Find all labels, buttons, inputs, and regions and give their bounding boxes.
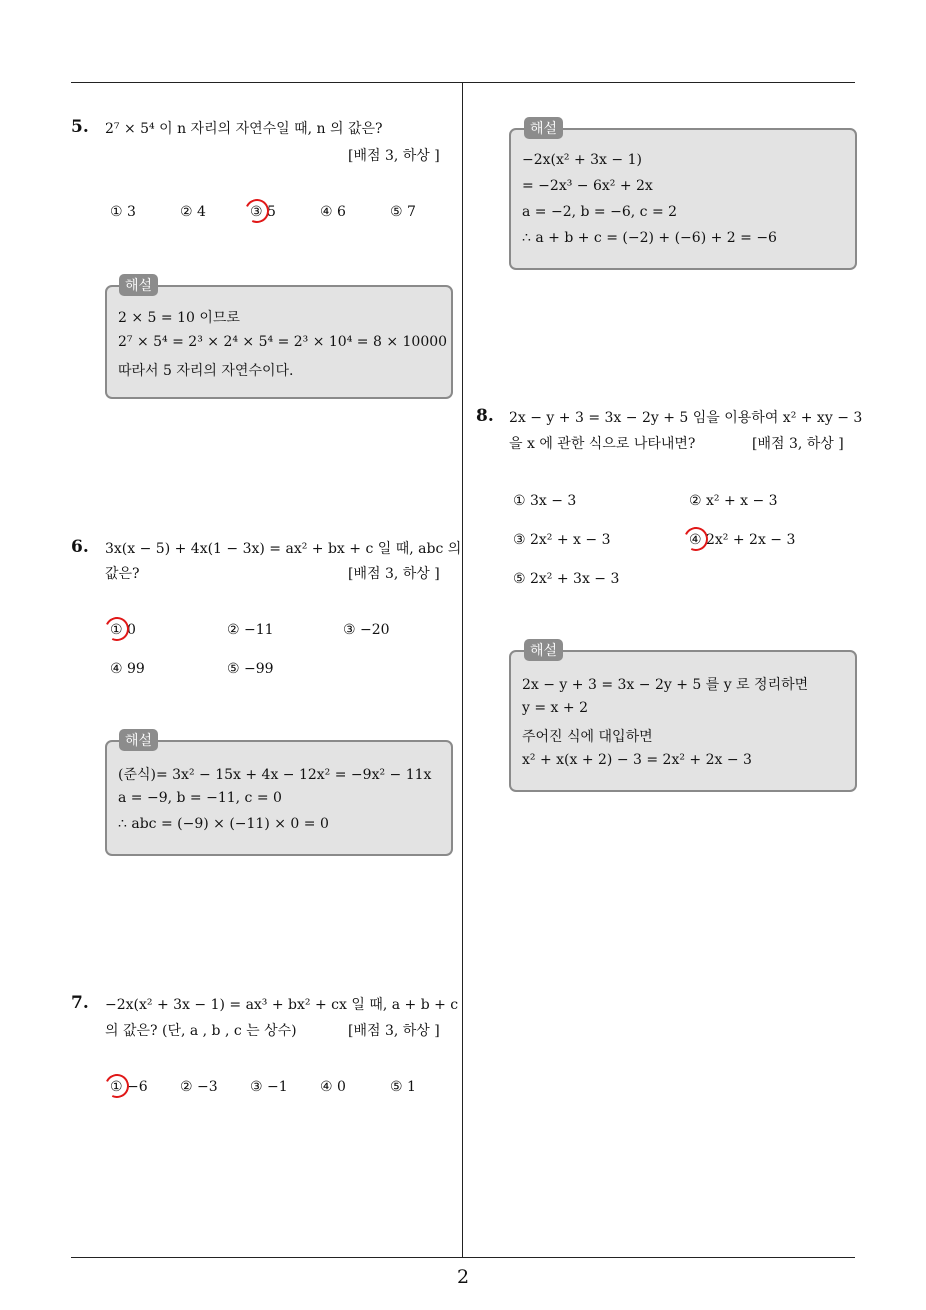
solution-line: = −2x³ − 6x² + 2x — [522, 178, 653, 194]
choice-2[interactable]: ② 4 — [180, 204, 206, 220]
solution-line: 2x − y + 3 = 3x − 2y + 5 를 y 로 정리하면 — [522, 677, 809, 693]
choice-5[interactable]: ⑤ 2x² + 3x − 3 — [513, 571, 620, 587]
choice-3[interactable]: ③ 5 — [250, 204, 276, 220]
problem-number: 8. — [476, 406, 494, 426]
choice-3[interactable]: ③ 2x² + x − 3 — [513, 532, 611, 548]
question-line: 을 x 에 관한 식으로 나타내면? — [509, 436, 696, 452]
question-line: 2x − y + 3 = 3x − 2y + 5 임을 이용하여 x² + xy − 3 — [509, 410, 863, 426]
score-meta: [배점 3, 하상 ] — [752, 436, 844, 452]
choice-5[interactable]: ⑤ −99 — [227, 661, 274, 677]
problem-number: 6. — [71, 537, 89, 557]
choice-2[interactable]: ② −3 — [180, 1079, 218, 1095]
choice-1[interactable]: ① 0 — [110, 622, 136, 638]
score-meta: [배점 3, 하상 ] — [348, 566, 440, 582]
solution-label: 해설 — [524, 117, 563, 139]
solution-line: ∴ a + b + c = (−2) + (−6) + 2 = −6 — [522, 230, 777, 246]
choice-4[interactable]: ④ 0 — [320, 1079, 346, 1095]
choice-2[interactable]: ② −11 — [227, 622, 274, 638]
choice-5[interactable]: ⑤ 7 — [390, 204, 416, 220]
choice-4[interactable]: ④ 2x² + 2x − 3 — [689, 532, 796, 548]
solution-line: x² + x(x + 2) − 3 = 2x² + 2x − 3 — [522, 752, 752, 768]
answer-mark-circle — [242, 196, 273, 227]
question-line: 의 값은? (단, a , b , c 는 상수) — [105, 1023, 297, 1039]
solution-line: 2 × 5 = 10 이므로 — [118, 310, 240, 326]
solution-line: 2⁷ × 5⁴ = 2³ × 2⁴ × 5⁴ = 2³ × 10⁴ = 8 × 10000 — [118, 334, 448, 350]
solution-label: 해설 — [119, 274, 158, 296]
choice-1[interactable]: ① 3x − 3 — [513, 493, 577, 509]
choice-3[interactable]: ③ −20 — [343, 622, 390, 638]
answer-mark-circle — [681, 524, 712, 555]
choice-5[interactable]: ⑤ 1 — [390, 1079, 416, 1095]
solution-line: a = −2, b = −6, c = 2 — [522, 204, 678, 220]
answer-mark-circle — [102, 1071, 133, 1102]
answer-mark-circle — [102, 614, 133, 645]
problem-number: 7. — [71, 993, 89, 1013]
solution-line: ∴ abc = (−9) × (−11) × 0 = 0 — [118, 816, 329, 832]
solution-box — [105, 740, 453, 856]
solution-box — [105, 285, 453, 399]
choice-4[interactable]: ④ 99 — [110, 661, 145, 677]
solution-line: 주어진 식에 대입하면 — [522, 729, 653, 745]
choice-1[interactable]: ① 3 — [110, 204, 136, 220]
question-line: 3x(x − 5) + 4x(1 − 3x) = ax² + bx + c 일 때, abc 의 — [105, 541, 462, 557]
top-rule — [71, 82, 855, 83]
choice-1[interactable]: ① −6 — [110, 1079, 148, 1095]
solution-line: 따라서 5 자리의 자연수이다. — [118, 363, 294, 379]
solution-line: a = −9, b = −11, c = 0 — [118, 790, 282, 806]
page-number: 2 — [456, 1266, 470, 1288]
choice-4[interactable]: ④ 6 — [320, 204, 346, 220]
question-line: 2⁷ × 5⁴ 이 n 자리의 자연수일 때, n 의 값은? — [105, 121, 383, 137]
solution-box — [509, 128, 857, 270]
score-meta: [배점 3, 하상 ] — [348, 148, 440, 164]
solution-line: −2x(x² + 3x − 1) — [522, 152, 642, 168]
choice-2[interactable]: ② x² + x − 3 — [689, 493, 778, 509]
column-divider — [462, 83, 463, 1257]
question-line: 값은? — [105, 566, 140, 582]
solution-label: 해설 — [119, 729, 158, 751]
solution-label: 해설 — [524, 639, 563, 661]
bottom-rule — [71, 1257, 855, 1258]
solution-line: y = x + 2 — [522, 700, 588, 716]
choice-3[interactable]: ③ −1 — [250, 1079, 288, 1095]
solution-line: (준식)= 3x² − 15x + 4x − 12x² = −9x² − 11x — [118, 767, 432, 783]
solution-box — [509, 650, 857, 792]
question-line: −2x(x² + 3x − 1) = ax³ + bx² + cx 일 때, a + b + c — [105, 997, 459, 1013]
problem-number: 5. — [71, 117, 89, 137]
score-meta: [배점 3, 하상 ] — [348, 1023, 440, 1039]
